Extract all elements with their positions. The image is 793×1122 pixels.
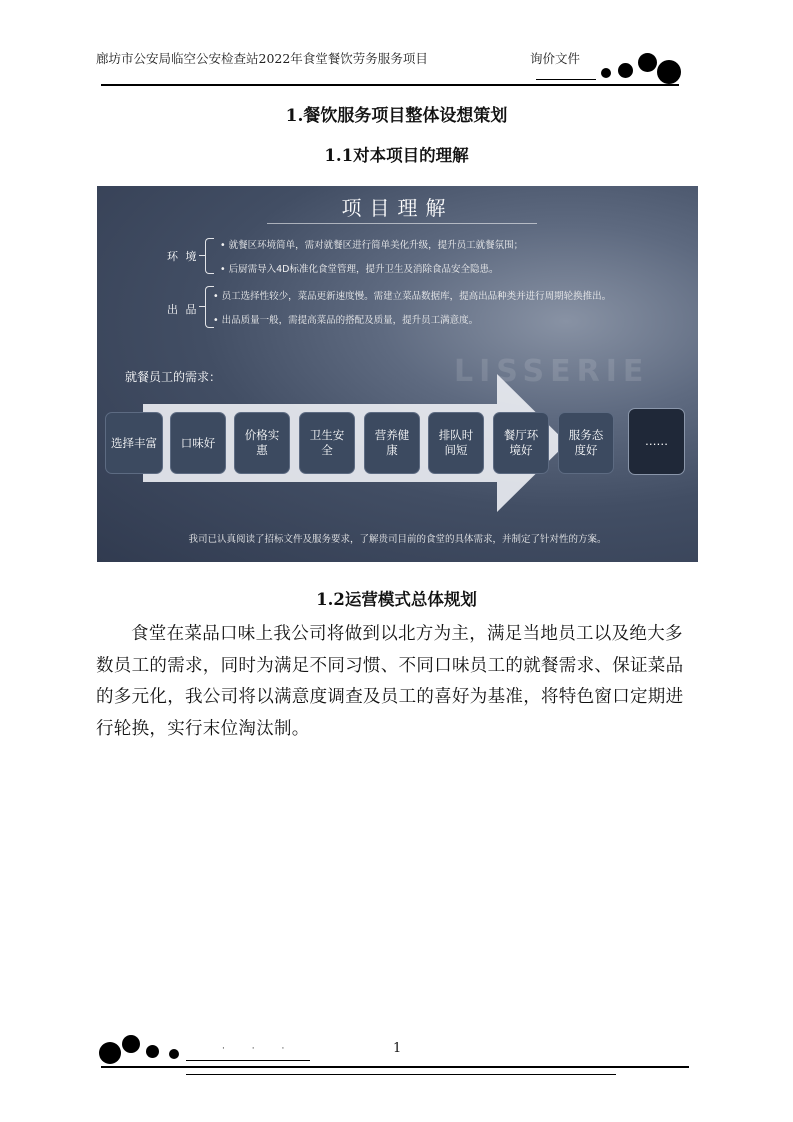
figure-title: 项目理解 xyxy=(341,196,454,220)
output-bullet-1: • 员工选择性较少，菜品更新速度慢。需建立菜品数据库，提高出品种类并进行周期轮换推出。 xyxy=(213,291,612,302)
section-heading-1-1: 1.1对本项目的理解 xyxy=(324,146,469,165)
header-rule xyxy=(101,84,679,86)
project-understanding-figure xyxy=(97,186,698,562)
env-bullet-2: • 后厨需导入4D标准化食堂管理，提升卫生及消除食品安全隐患。 xyxy=(220,264,499,275)
flow-arrow-icon xyxy=(97,186,698,562)
footer-dot-1 xyxy=(99,1042,121,1064)
header-dot-4 xyxy=(657,60,681,84)
footer-dot-3 xyxy=(146,1045,159,1058)
need-box-hygiene: 卫生安全 xyxy=(299,412,355,474)
header-doc-underline xyxy=(536,79,596,80)
header-dot-2 xyxy=(618,63,633,78)
footer-rule xyxy=(101,1066,689,1068)
need-box-nutrition: 营养健康 xyxy=(364,412,420,474)
section-heading-1: 1.餐饮服务项目整体设想策划 xyxy=(285,106,508,126)
need-box-variety: 选择丰富 xyxy=(105,412,163,474)
need-box-taste: 口味好 xyxy=(170,412,226,474)
group-label-environment: 环 境 xyxy=(167,250,199,263)
footer-dot-2 xyxy=(122,1035,140,1053)
header-dot-3 xyxy=(638,53,657,72)
output-bullet-2: • 出品质量一般，需提高菜品的搭配及质量，提升员工满意度。 xyxy=(213,315,479,326)
needs-label: 就餐员工的需求： xyxy=(125,370,222,384)
footer-dot-4 xyxy=(169,1049,179,1059)
need-box-service: 服务态度好 xyxy=(558,412,614,474)
group-label-output: 出 品 xyxy=(167,303,199,316)
section-1-2-paragraph: 食堂在菜品口味上我公司将做到以北方为主，满足当地员工以及绝大多数员工的需求，同时为满足不同习惯、不同口味员工的就餐需求、保证菜品的多元化，我公司将以满意度调查及员工的喜好为基准，将特色窗口定期进行轮换，实行末位淘汰制。 xyxy=(96,624,684,739)
need-box-more: …… xyxy=(628,408,685,475)
figure-footnote: 我司已认真阅读了招标文件及服务要求，了解贵司目前的食堂的具体需求，并制定了针对性的方案。 xyxy=(188,534,607,545)
footer-rule-secondary xyxy=(186,1074,616,1075)
header-dot-1 xyxy=(601,68,611,78)
header-doc-type: 询价文件 xyxy=(530,51,581,66)
figure-watermark: LISSERIE xyxy=(454,354,650,389)
need-box-environment: 餐厅环境好 xyxy=(493,412,549,474)
page-number: 1 xyxy=(393,1041,402,1056)
need-box-queue: 排队时间短 xyxy=(428,412,484,474)
header-project-title: 廊坊市公安局临空公安检查站2022年食堂餐饮劳务服务项目 xyxy=(96,51,428,66)
footer-specks: · · · xyxy=(222,1044,297,1054)
section-heading-1-2: 1.2运营模式总体规划 xyxy=(316,590,477,609)
footer-short-line xyxy=(186,1060,310,1061)
need-box-price: 价格实惠 xyxy=(234,412,290,474)
env-bullet-1: • 就餐区环境简单，需对就餐区进行简单美化升级，提升员工就餐氛围； xyxy=(220,240,524,251)
